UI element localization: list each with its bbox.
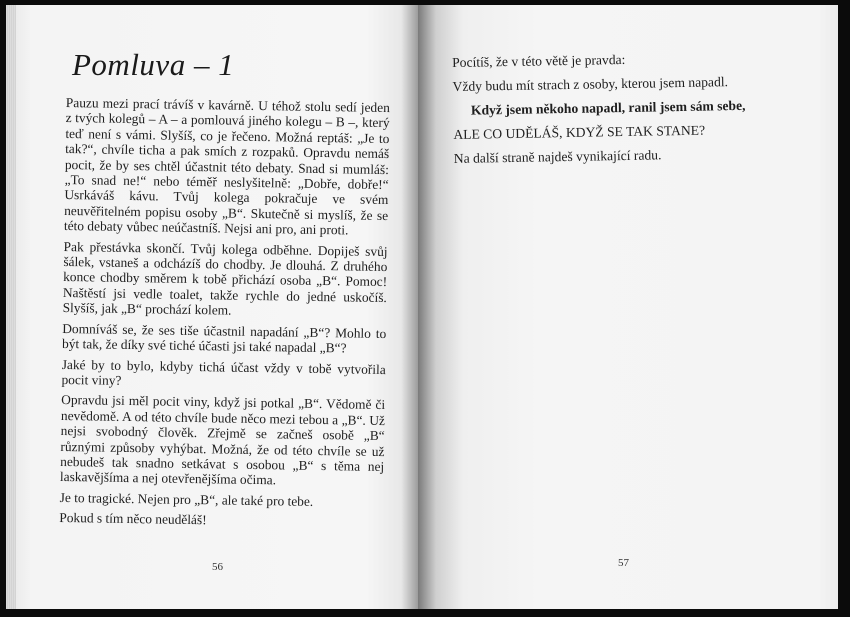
caps-line: ALE CO UDĚLÁŠ, KDYŽ SE TAK STANE?: [453, 122, 706, 142]
chapter-title: Pomluva – 1: [72, 47, 235, 82]
paragraph: Pauzu mezi prací trávíš v kavárně. U téhož stolu sedí jeden z tvých kolegů – A – a pomlouvá jiného kolegu – B –, který teď není s vámi. Slyšíš, co je řečeno. Možná reptáš: „Je to tak?“, chvíle ticha a pak smích z rozpaků. Opravdu nemáš pocit, že by ses chtěl účastnit této debaty. Snad si mumláš: „To snad ne!“ nebo téměř neslyšitelně: „Dobře, dobře!“ Usrkáváš kávu. Tvůj kolega pokračuje ve svém neuvěřitelném popisu osoby „B“. Skutečně si myslíš, že se této debaty vůbec neúčastníš. Nejsi ani pro, ani proti.: [63, 95, 390, 238]
paragraph: Pak přestávka skončí. Tvůj kolega odběhne. Dopiješ svůj šálek, vstaneš a odcházíš do chodby. Je dlouhá. Z druhého konce chodby směrem k tobě přichází osoba „B“. Pomoc! Naštěstí jsi vedle toalet, takže rychle do jedné uskočíš. Slyšíš, jak „B“ prochází kolem.: [62, 238, 388, 318]
paragraph: Opravdu jsi měl pocit viny, když jsi potkal „B“. Vědomě či nevědomě. A od této chvíle bude něco mezi tebou a „B“. Už nejsi svobodný člověk. Zřejmě se začneš osobě „B“ různými způsoby vyhýbat. Možná, že od této chvíle se už nebudeš tak snadno setkávat s osobou „B“ s těma nej laskavějšíma a nej otevřenějšíma očima.: [59, 392, 386, 488]
paragraph: Je to tragické. Nejen pro „B“, ale také pro tebe.: [59, 489, 314, 509]
text-line: Vždy budu mít strach z osoby, kterou jsem napadl.: [452, 74, 729, 94]
right-page: [418, 5, 838, 609]
paragraph: Jaké by to bylo, kdyby tichá účast vždy v tobě vytvořila pocit viny?: [61, 356, 386, 388]
paragraph: Pokud s tím něco neuděláš!: [59, 510, 207, 528]
page-number-right: 57: [618, 557, 629, 569]
right-body-text: [452, 49, 814, 175]
page-edge: [6, 5, 16, 609]
paragraph: Domníváš se, že ses tiše účastnil napadání „B“? Mohlo to být tak, že díky své tiché účasti jsi také napadal „B“?: [61, 320, 387, 356]
book-spread: [6, 5, 838, 609]
page-number-left: 56: [212, 561, 223, 573]
left-page: [6, 5, 418, 609]
final-line: Na další straně najdeš vynikající radu.: [453, 147, 662, 166]
bold-line: Když jsem někoho napadl, ranil jsem sám sebe,: [470, 97, 746, 118]
left-body-text: [59, 95, 390, 536]
text-line: Pocítíš, že v této větě je pravda:: [452, 51, 626, 70]
